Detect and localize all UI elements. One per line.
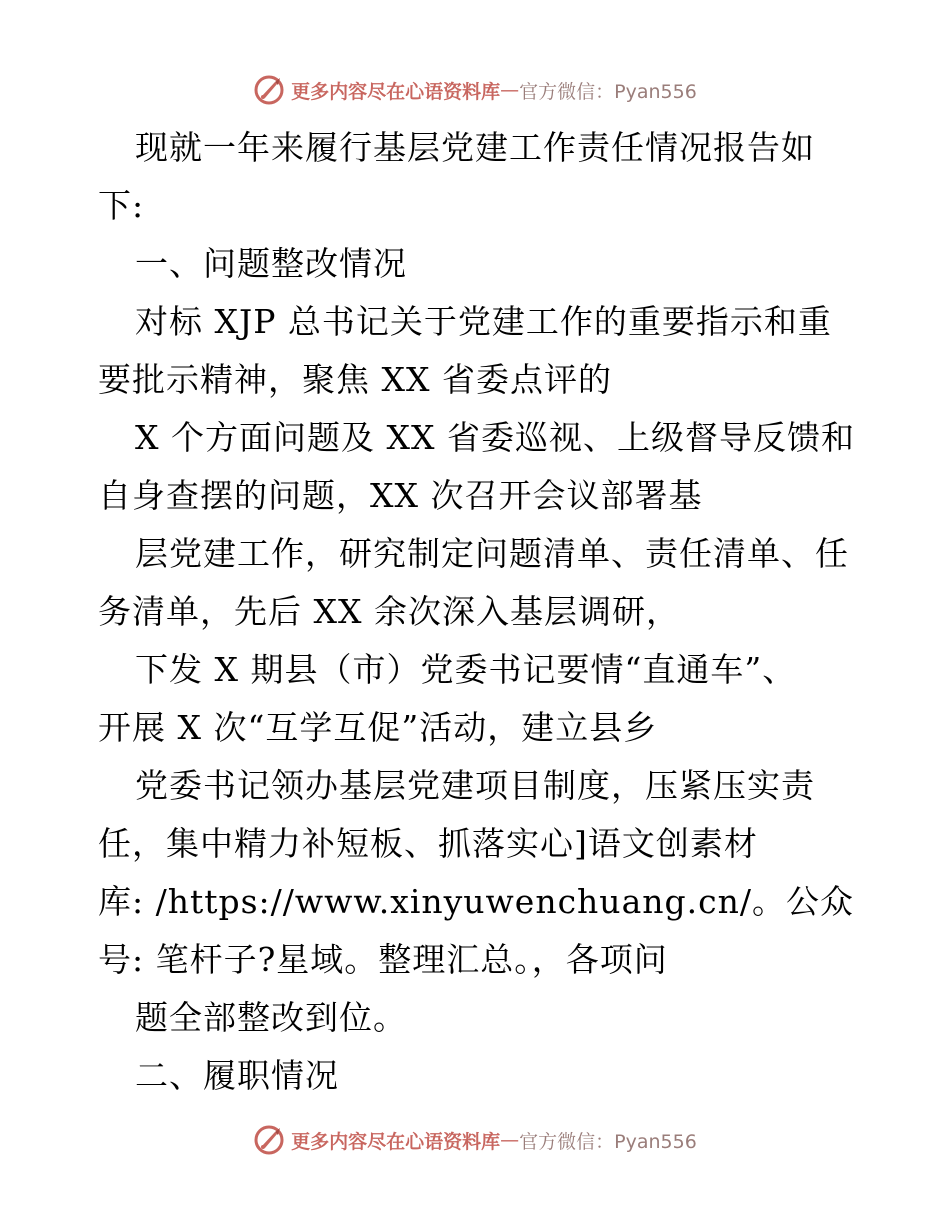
watermark-dash: — [500,79,520,101]
watermark-wechat: 官方微信：Pyan556 [519,80,697,103]
text-line: X 个方面问题及 XX 省委巡视、上级督导反馈和 [135,418,855,457]
text-line: 要批示精神，聚焦 XX 省委点评的 [98,360,612,399]
quill-logo-icon [253,1124,285,1156]
header-watermark [0,70,950,110]
watermark-site: 更多内容尽在心语资料库 [291,1130,501,1153]
section-heading: 二、履职情况 [135,1056,339,1095]
text-line: 对标 XJP 总书记关于党建工作的重要指示和重 [135,302,832,341]
section-heading: 一、问题整改情况 [135,244,407,283]
text-line: 号: 笔杆子?星域。整理汇总。，各项问 [98,940,668,979]
text-line: 下发 X 期县（市）党委书记要情“直通车”、 [135,650,797,689]
footer-watermark [0,1120,950,1160]
text-line: 任，集中精力补短板、抓落实心]语文创素材 [98,824,758,863]
watermark-dash: — [500,1129,520,1151]
quill-logo-icon [253,74,285,106]
text-line: 下: [98,186,145,225]
text-line: 层党建工作，研究制定问题清单、责任清单、任 [135,534,849,573]
watermark-wechat: 官方微信：Pyan556 [519,1130,697,1153]
text-line: 自身查摆的问题，XX 次召开会议部署基 [98,476,703,515]
text-line: 库: /https://www.xinyuwenchuang.cn/。公众 [98,882,854,921]
watermark-site: 更多内容尽在心语资料库 [291,80,501,103]
text-line: 务清单，先后 XX 余次深入基层调研， [98,592,680,631]
text-line: 党委书记领办基层党建项目制度，压紧压实责 [135,766,815,805]
text-line: 开展 X 次“互学互促”活动，建立县乡 [98,708,658,747]
text-line: 题全部整改到位。 [135,998,407,1037]
text-line: 现就一年来履行基层党建工作责任情况报告如 [135,128,815,167]
